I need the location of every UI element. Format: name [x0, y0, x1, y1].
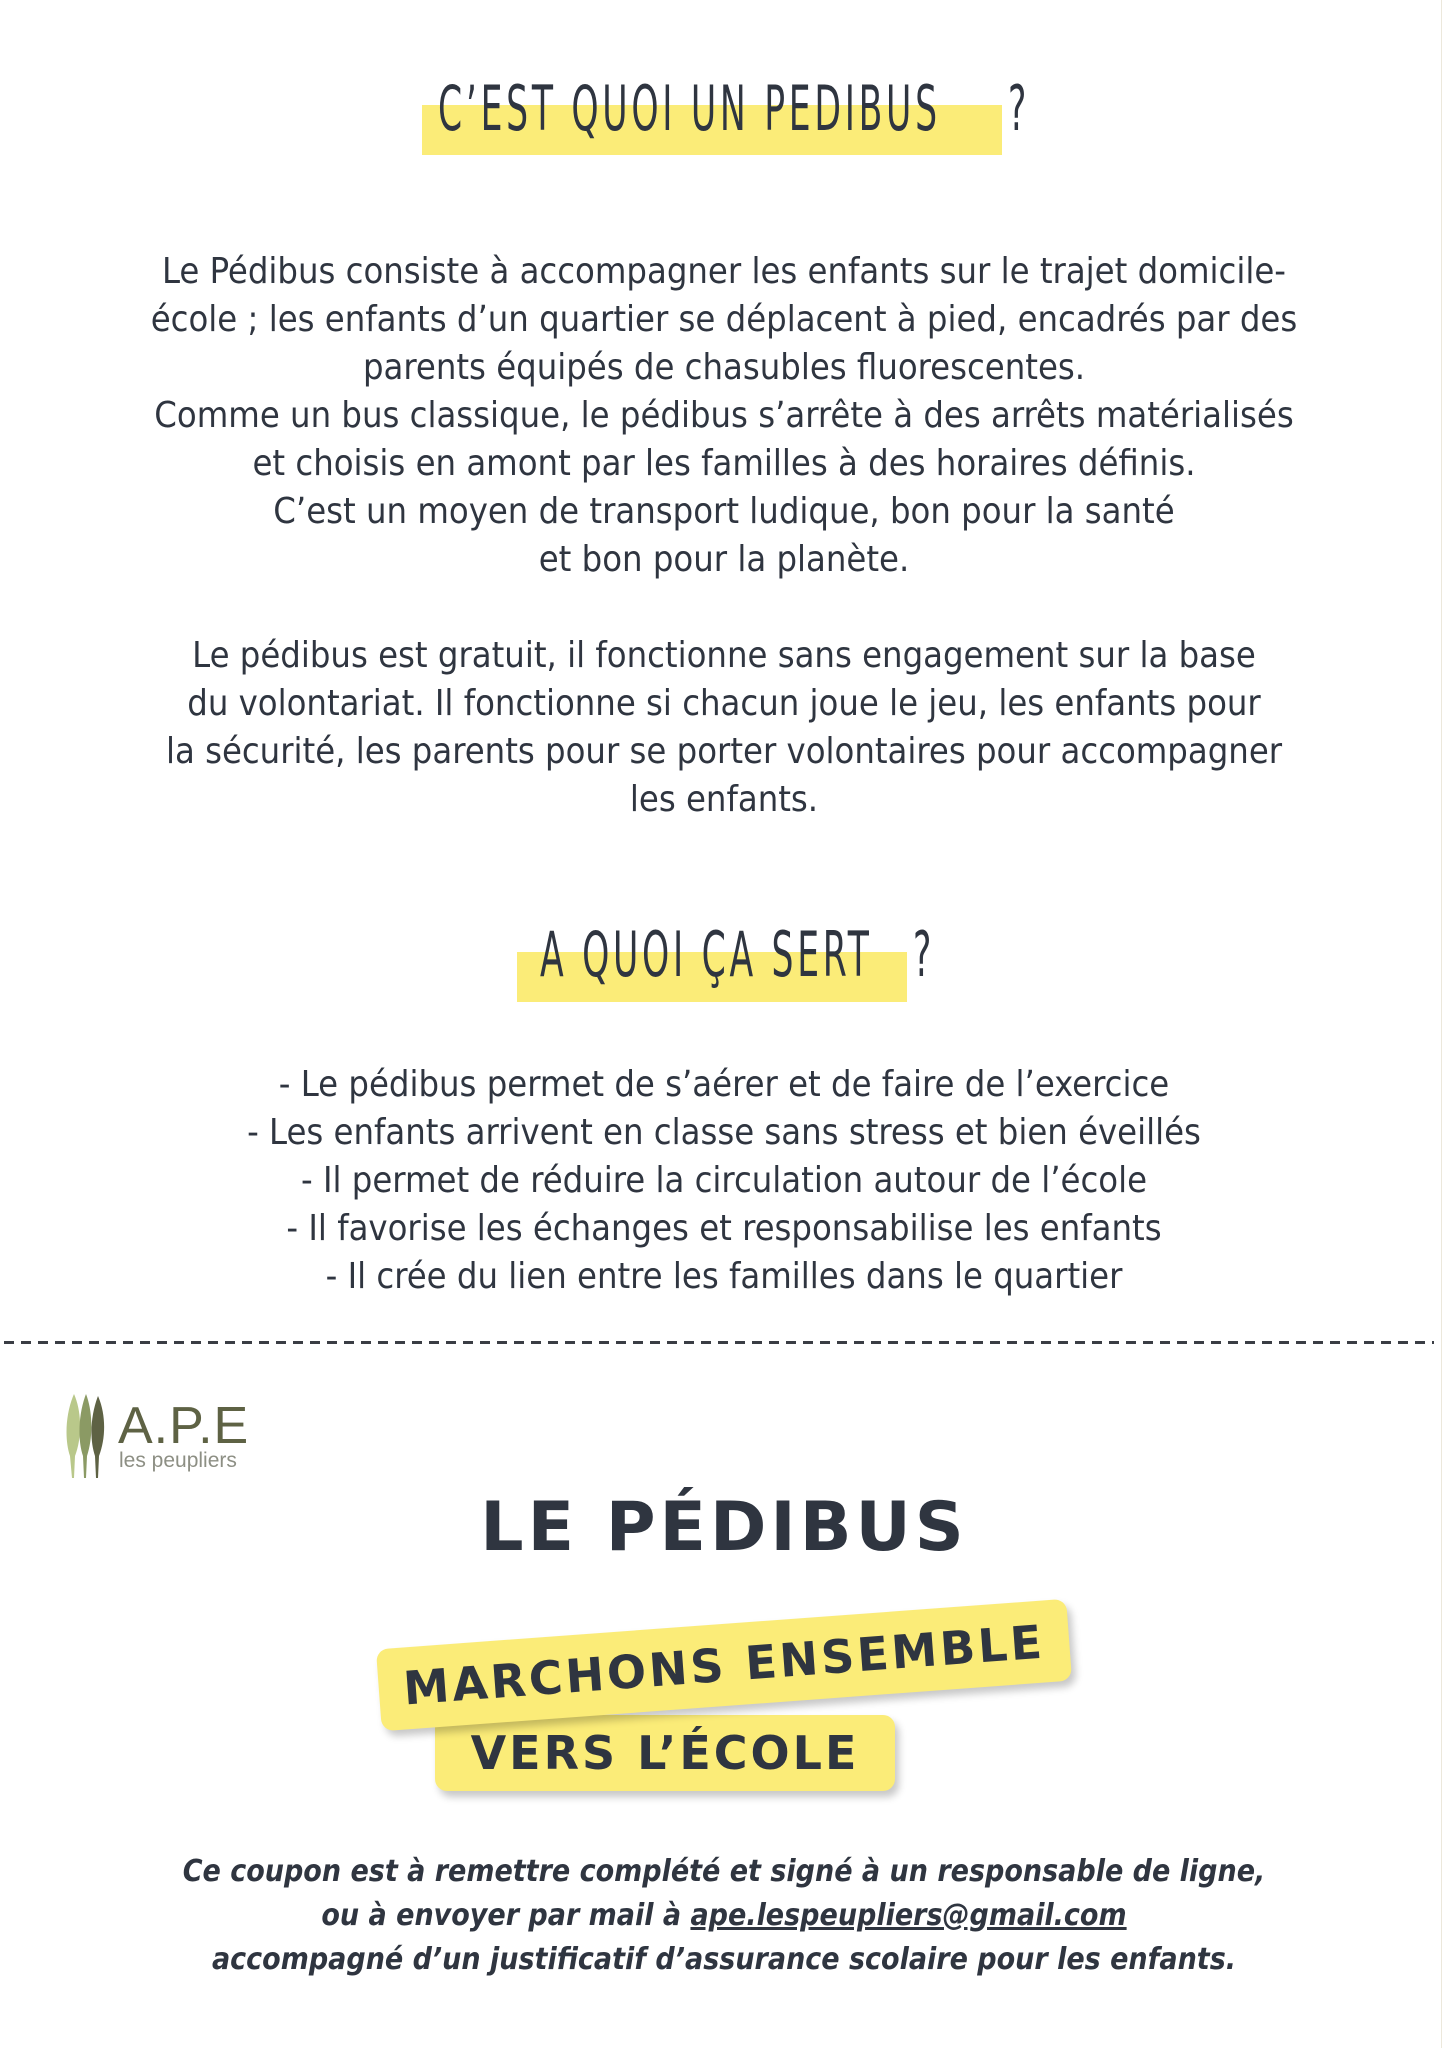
note-line: accompagné d’un justificatif d’assurance scolaire pour les enfants.	[211, 1942, 1237, 1977]
text-line: Le Pédibus consiste à accompagner les enfants sur le trajet domicile-	[162, 251, 1286, 292]
page-edge	[1441, 0, 1442, 2048]
heading-question-mark: ?	[1008, 72, 1031, 145]
text-line: Comme un bus classique, le pédibus s’arrête à des arrêts matérialisés	[154, 395, 1294, 436]
text-line: et bon pour la planète.	[538, 539, 910, 580]
note-line: Ce coupon est à remettre complété et signé à un responsable de ligne,	[182, 1854, 1266, 1889]
heading-text: A QUOI ÇA SERT	[540, 918, 873, 991]
coupon-instructions	[0, 1850, 1448, 1982]
text-line: et choisis en amont par les familles à des horaires définis.	[252, 443, 1196, 484]
logo-subtitle: les peupliers	[119, 1449, 237, 1472]
banner-marchons-ensemble: MARCHONS ENSEMBLE	[376, 1599, 1072, 1731]
list-item: - Le pédibus permet de s’aérer et de faire de l’exercice	[278, 1064, 1170, 1105]
email-link[interactable]: ape.lespeupliers@gmail.com	[690, 1898, 1127, 1933]
note-line	[0, 1894, 1448, 1938]
poplar-trees-icon	[62, 1390, 122, 1480]
benefits-list	[60, 1061, 1388, 1301]
text-line: école ; les enfants d’un quartier se déplacent à pied, encadrés par des	[150, 299, 1298, 340]
heading-text: C’EST QUOI UN PEDIBUS	[438, 72, 941, 145]
banner-vers-ecole: VERS L’ÉCOLE	[435, 1715, 895, 1791]
text-line: la sécurité, les parents pour se porter volontaires pour accompagner	[165, 731, 1283, 772]
list-item: - Il permet de réduire la circulation autour de l’école	[301, 1160, 1147, 1201]
text-line: C’est un moyen de transport ludique, bon pour la santé	[273, 491, 1175, 532]
text-line: du volontariat. Il fonctionne si chacun joue le jeu, les enfants pour	[187, 683, 1261, 724]
list-item: - Il crée du lien entre les familles dans le quartier	[325, 1256, 1123, 1297]
intro-paragraph	[60, 248, 1388, 584]
ape-logo	[62, 1390, 282, 1480]
dashed-cut-line	[4, 1341, 1434, 1344]
heading-question-mark: ?	[913, 918, 936, 991]
text-line: parents équipés de chasubles fluorescentes.	[362, 347, 1086, 388]
list-item: - Il favorise les échanges et responsabilise les enfants	[286, 1208, 1162, 1249]
coupon-title: LE PÉDIBUS	[480, 1488, 968, 1567]
free-volunteer-paragraph	[60, 632, 1388, 824]
text-line: les enfants.	[629, 779, 819, 820]
note-prefix: ou à envoyer par mail à	[321, 1898, 691, 1933]
list-item: - Les enfants arrivent en classe sans stress et bien éveillés	[247, 1112, 1201, 1153]
logo-name: A.P.E	[118, 1397, 250, 1455]
text-line: Le pédibus est gratuit, il fonctionne sans engagement sur la base	[192, 635, 1256, 676]
